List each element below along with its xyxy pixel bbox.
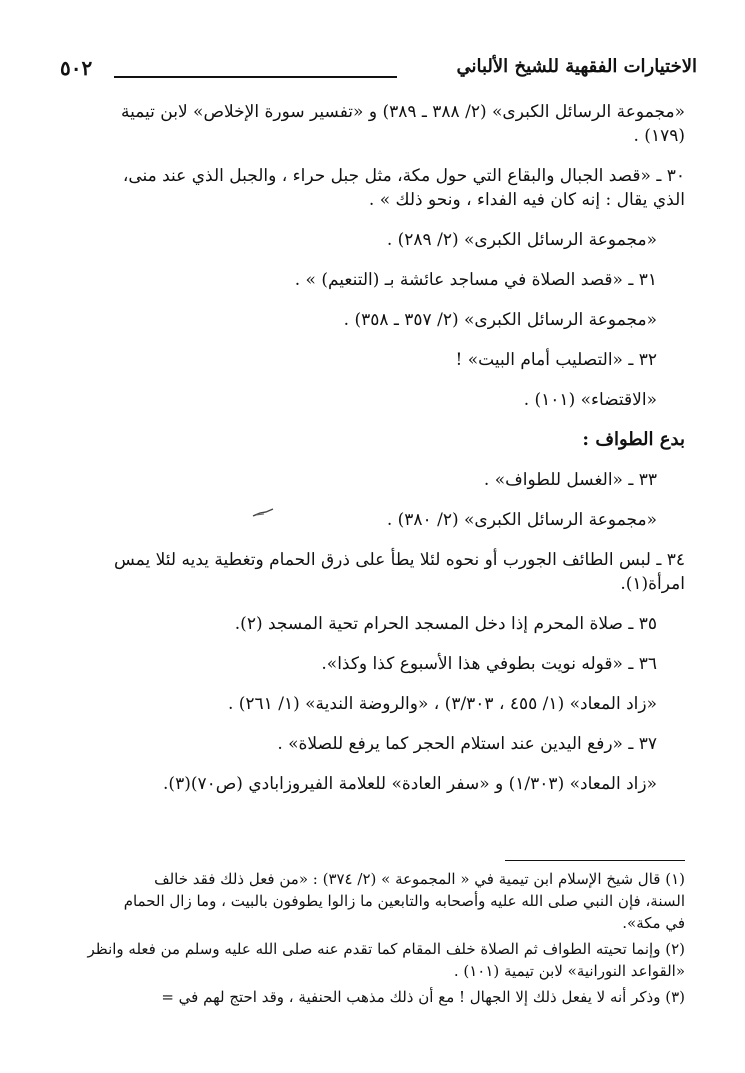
body-line: ٣٣ ـ «الغسل للطواف» . xyxy=(483,470,657,490)
body-line: «زاد المعاد» (١/٣٠٣) و «سفر العادة» للعلامة الفيروزابادي (ص٧٠)(٣). xyxy=(163,774,657,794)
body-line: (١٧٩) . xyxy=(633,126,685,146)
header-rule xyxy=(114,76,397,78)
body-line: الذي يقال : إنه كان فيه الفداء ، ونحو ذلك » . xyxy=(368,190,685,210)
footnote-line: في مكة». xyxy=(622,914,685,932)
body-text xyxy=(60,100,685,796)
body-line: ٣١ ـ «قصد الصلاة في مساجد عائشة بـ (التنعيم) » . xyxy=(294,270,657,290)
ink-smudge xyxy=(252,508,274,518)
body-line: ٣٠ ـ «قصد الجبال والبقاع التي حول مكة، مثل جبل حراء ، والجبل الذي عند منى، xyxy=(122,166,685,186)
footnote-line: (٢) وإنما تحيته الطواف ثم الصلاة خلف المقام كما تقدم عنه صلى الله عليه وسلم من فعله وانظر xyxy=(87,940,685,958)
running-title: الاختيارات الفقهية للشيخ الألباني xyxy=(456,56,697,77)
footnote-line: السنة، فإن النبي صلى الله عليه وأصحابه والتابعين ما زالوا يطوفون بالبيت ، وما زال الحمام xyxy=(123,892,685,910)
footnotes xyxy=(60,868,685,1008)
footnote-line: «القواعد النورانية» لابن تيمية (١٠١) . xyxy=(453,962,685,980)
body-line: ٣٦ ـ «قوله نويت بطوفي هذا الأسبوع كذا وكذا». xyxy=(321,654,657,674)
body-line: «الاقتضاء» (١٠١) . xyxy=(523,390,657,410)
body-line: «مجموعة الرسائل الكبرى» (٢/ ٣٨٨ ـ ٣٨٩) و «تفسير سورة الإخلاص» لابن تيمية xyxy=(120,102,685,122)
section-heading: بدع الطواف : xyxy=(582,429,685,450)
body-line: ٣٧ ـ «رفع اليدين عند استلام الحجر كما يرفع للصلاة» . xyxy=(277,734,657,754)
footnote-line: (٣) وذكر أنه لا يفعل ذلك إلا الجهال ! مع أن ذلك مذهب الحنفية ، وقد احتج لهم في = xyxy=(161,988,685,1006)
body-line: «مجموعة الرسائل الكبرى» (٢/ ٣٥٧ ـ ٣٥٨) . xyxy=(343,310,657,330)
page-number: ٥٠٢ xyxy=(60,56,93,80)
body-line: «مجموعة الرسائل الكبرى» (٢/ ٢٨٩) . xyxy=(386,230,657,250)
body-line: «مجموعة الرسائل الكبرى» (٢/ ٣٨٠) . xyxy=(386,510,657,530)
body-line: «زاد المعاد» (١/ ٤٥٥ ، ٣/٣٠٣) ، «والروضة الندية» (١/ ٢٦١) . xyxy=(227,694,657,714)
footnote-line: (١) قال شيخ الإسلام ابن تيمية في « المجموعة » (٢/ ٣٧٤) : «من فعل ذلك فقد خالف xyxy=(154,870,685,888)
body-line: ٣٢ ـ «التصليب أمام البيت» ! xyxy=(455,350,657,370)
body-line: ٣٥ ـ صلاة المحرم إذا دخل المسجد الحرام تحية المسجد (٢). xyxy=(234,614,657,634)
page-header xyxy=(60,52,697,82)
body-line: امرأة(١). xyxy=(620,574,685,594)
body-line: ٣٤ ـ لبس الطائف الجورب أو نحوه لئلا يطأ على ذرق الحمام وتغطية يديه لئلا يمس xyxy=(114,550,685,570)
footnote-rule xyxy=(505,860,685,861)
